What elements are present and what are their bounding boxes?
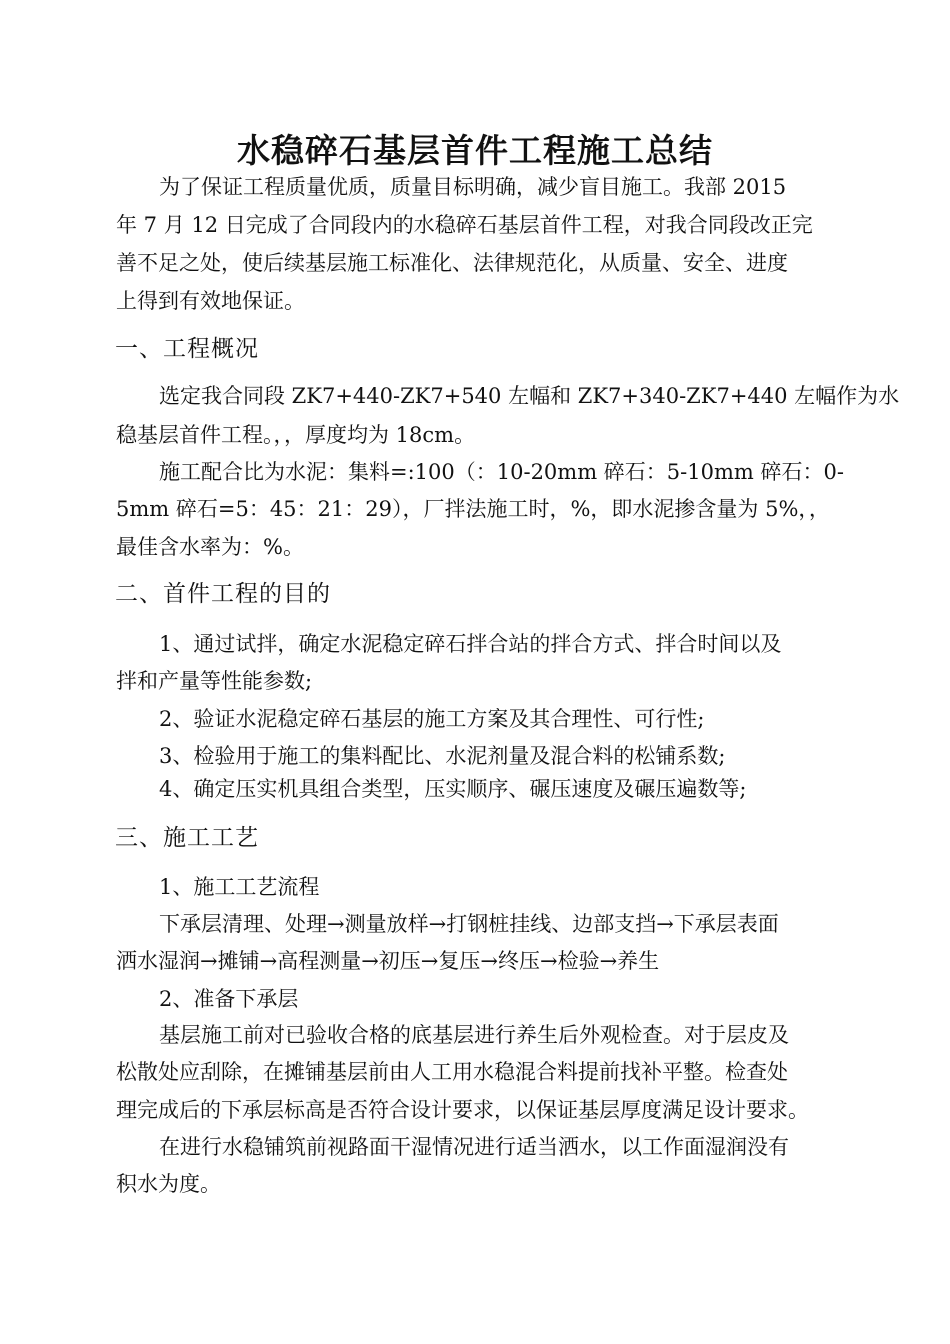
- section-3-line-4: 2、准备下承层: [159, 987, 299, 1011]
- section-1-line-1: 选定我合同段 ZK7+440-ZK7+540 左幅和 ZK7+340-ZK7+440 左幅作为水: [159, 384, 900, 408]
- section-1-heading: 一、工程概况: [115, 336, 259, 362]
- intro-line-4: 上得到有效地保证。: [116, 289, 305, 313]
- section-2-line-4: 3、检验用于施工的集料配比、水泥剂量及混合料的松铺系数;: [159, 744, 726, 768]
- section-3-line-3: 洒水湿润→摊铺→高程测量→初压→复压→终压→检验→养生: [116, 949, 660, 973]
- section-2-line-2: 拌和产量等性能参数;: [116, 669, 313, 693]
- section-3-line-9: 积水为度。: [116, 1172, 221, 1196]
- section-2-line-5: 4、确定压实机具组合类型，压实顺序、碾压速度及碾压遍数等;: [159, 777, 747, 801]
- document-title: 水稳碎石基层首件工程施工总结: [237, 131, 713, 170]
- intro-line-2: 年 7 月 12 日完成了合同段内的水稳碎石基层首件工程，对我合同段改正完: [116, 213, 813, 237]
- section-3-line-5: 基层施工前对已验收合格的底基层进行养生后外观检查。对于层皮及: [159, 1023, 789, 1047]
- section-2-line-3: 2、验证水泥稳定碎石基层的施工方案及其合理性、可行性;: [159, 707, 705, 731]
- section-3-line-6: 松散处应刮除，在摊铺基层前由人工用水稳混合料提前找补平整。检查处: [116, 1060, 788, 1084]
- intro-line-3: 善不足之处，使后续基层施工标准化、法律规范化，从质量、安全、进度: [116, 251, 788, 275]
- section-1-line-3: 施工配合比为水泥：集料=:100（：10-20mm 碎石：5-10mm 碎石：0-: [159, 460, 844, 484]
- section-2-heading: 二、首件工程的目的: [115, 581, 331, 607]
- section-2-line-1: 1、通过试拌，确定水泥稳定碎石拌合站的拌合方式、拌合时间以及: [159, 632, 782, 656]
- intro-line-1: 为了保证工程质量优质，质量目标明确，减少盲目施工。我部 2015: [159, 175, 787, 199]
- section-3-line-8: 在进行水稳铺筑前视路面干湿情况进行适当洒水，以工作面湿润没有: [159, 1135, 789, 1159]
- section-3-line-1: 1、施工工艺流程: [159, 875, 320, 899]
- section-1-line-2: 稳基层首件工程。，，厚度均为 18cm。: [116, 423, 476, 447]
- section-3-heading: 三、施工工艺: [115, 825, 259, 851]
- section-3-line-7: 理完成后的下承层标高是否符合设计要求，以保证基层厚度满足设计要求。: [116, 1098, 809, 1122]
- section-1-line-4: 5mm 碎石=5：45：21：29），厂拌法施工时，%，即水泥掺含量为 5%，，: [116, 497, 830, 521]
- section-3-line-2: 下承层清理、处理→测量放样→打钢桩挂线、边部支挡→下承层表面: [159, 912, 779, 936]
- section-1-line-5: 最佳含水率为：%。: [116, 535, 304, 559]
